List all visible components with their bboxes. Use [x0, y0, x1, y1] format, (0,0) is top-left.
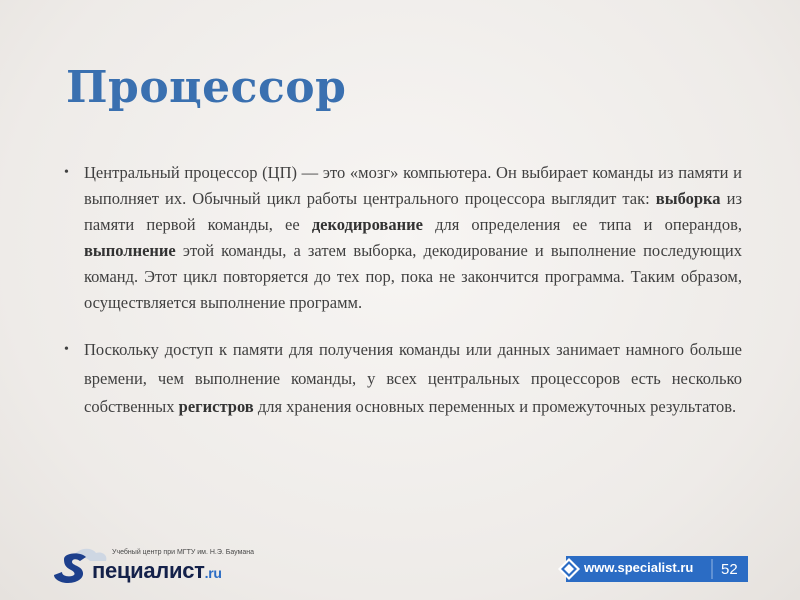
site-banner [556, 556, 748, 582]
bullet-text: Центральный процессор (ЦП) — это «мозг» компьютера. Он выбирает команды из памяти и выполняет их. Обычный цикл работы центрального процессора выглядит так: [84, 163, 742, 208]
bullet-item [62, 336, 742, 422]
bullet-text: для хранения основных переменных и промежуточных результатов. [253, 397, 737, 416]
specialist-logo [40, 535, 300, 585]
bullet-bold-term: регистров [178, 397, 254, 416]
bullet-bold-term: выборка [655, 189, 721, 208]
bullet-bold-term: выполнение [84, 241, 176, 260]
bullet-text: для определения ее типа и операндов, [422, 215, 742, 234]
site-url-link[interactable]: www.specialist.ru [584, 560, 694, 575]
bullet-text: этой команды, а затем выборка, декодирование и выполнение последующих команд. Этот цикл повторяется до тех пор, пока не закончится программа. Таким образом, осуществляется выполнение программ. [84, 241, 742, 312]
logo-tld: .ru [204, 565, 222, 581]
logo-word: пециалист [92, 558, 205, 583]
logo-wordmark [92, 558, 222, 584]
logo-tagline: Учебный центр при МГТУ им. Н.Э. Баумана [112, 549, 255, 556]
slide-title: Процессор [66, 62, 347, 113]
bullet-bold-term: декодирование [311, 215, 423, 234]
bullet-list [62, 160, 742, 422]
bullet-text: из памяти первой команды, ее [84, 189, 742, 234]
page-number: 52 [721, 561, 738, 578]
bullet-item [62, 160, 742, 316]
bullet-text: Поскольку доступ к памяти для получения команды или данных занимает намного больше времени, чем выполнение команды, у всех центральных процессоров есть несколько собственных [84, 340, 742, 416]
